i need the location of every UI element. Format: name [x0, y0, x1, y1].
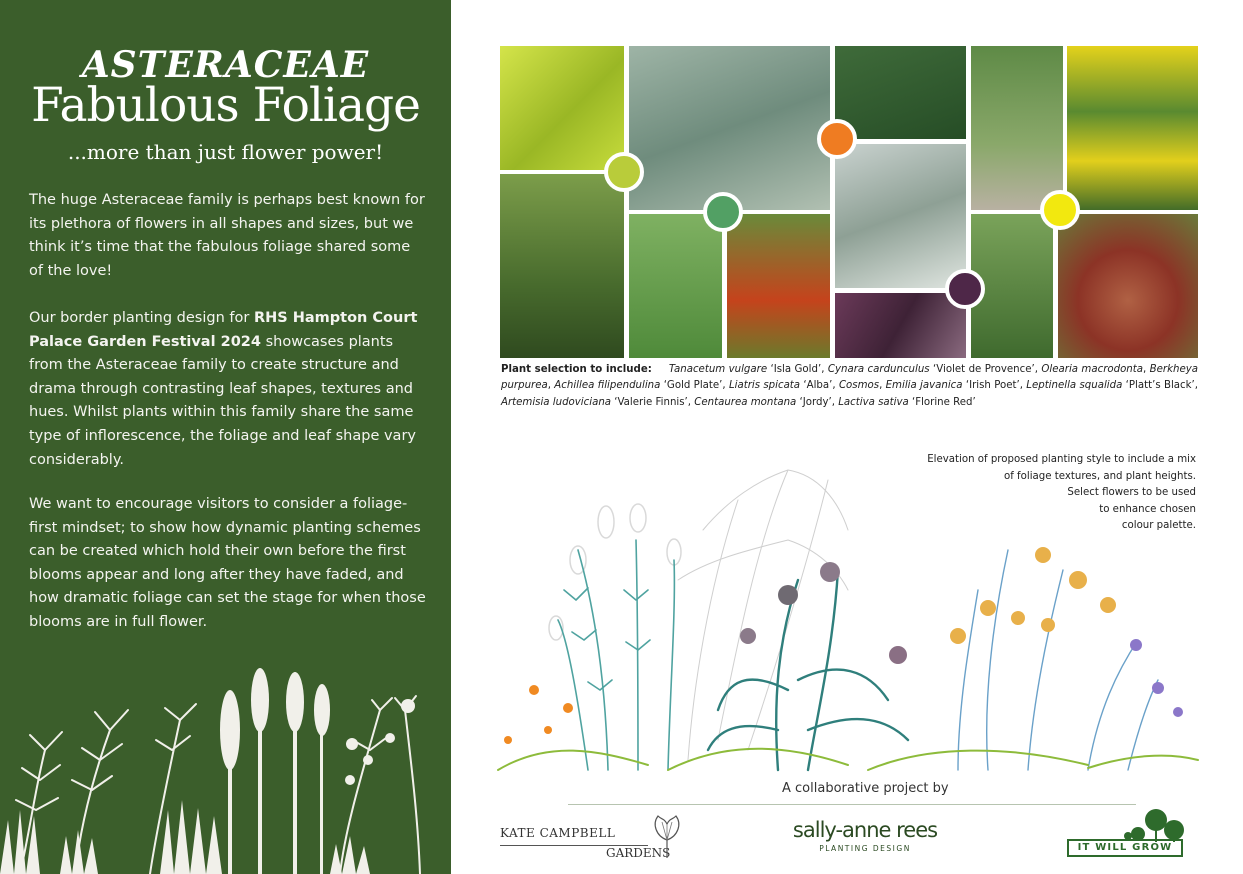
tagline: ...more than just flower power! [67, 140, 384, 164]
elevation-note: Elevation of proposed planting style to include a mix of foliage textures, and plant heights. Select flowers to be used to enhance chosen colour palette. [927, 454, 1196, 531]
it-will-grow-wordmark: IT WILL GROW [1067, 839, 1183, 857]
palette-dot-plum [945, 269, 985, 309]
palette-dot-green [703, 192, 743, 232]
festival-name: RHS Hampton Court Palace Garden Festival 2024 [29, 310, 418, 350]
palette-dot-yellow [1040, 190, 1080, 230]
photo-lactuca [1058, 214, 1198, 358]
plant-photo-collage [500, 46, 1198, 358]
intro-paragraph-1: The huge Asteraceae family is perhaps best known for its plethora of flowers in all shapes and sizes, but we think it’s time that the fabulous foliage shared some of the love! [29, 192, 425, 279]
plant-list-label: Plant selection to include: [501, 364, 652, 375]
title-family: ASTERACEAE [81, 44, 370, 86]
collaboration-caption: A collaborative project by [782, 781, 949, 796]
title-main: Fabulous Foliage [31, 78, 420, 133]
photo-cynara [629, 46, 830, 210]
photo-centaurea [971, 46, 1063, 210]
palette-dot-orange [817, 119, 857, 159]
photo-achillea [1067, 46, 1198, 210]
intro-panel [0, 0, 451, 874]
photo-liatris [500, 174, 624, 358]
photo-tanacetum [500, 46, 624, 170]
photo-berkheya [835, 46, 966, 139]
intro-paragraph-2: Our border planting design for RHS Hampton Court Palace Garden Festival 2024 showcases plants from the Asteraceae family to create structure and drama through contrasting leaf shapes, textures and hues. Whilst plants within this family share the same type of inflorescence, the foliage and leaf shape vary considerably. [29, 310, 418, 468]
sally-anne-rees-logo: sally-anne rees PLANTING DESIGN [792, 818, 938, 853]
it-will-grow-logo [1066, 806, 1200, 858]
tree-cluster-icon [1122, 806, 1200, 842]
palette-dot-lime [604, 152, 644, 192]
plant-silhouette-illustration [0, 640, 451, 874]
photo-artemisia [835, 144, 966, 288]
footer-divider [568, 804, 1136, 805]
plant-selection-list: Plant selection to include: Tanacetum vulgare ‘Isla Gold’, Cynara cardunculus ‘Violet de Provence’, Olearia macrodonta, Berkheya purpurea, Achillea filipendulina ‘Gold Plate’, Liatris spicata ‘Alba’, Cosmos, Emilia javanica ‘Irish Poet’, Leptinella squalida ‘Platt’s Black’, Artemisia ludoviciana ‘Valerie Finnis’, Centaurea montana ‘Jordy’, Lactiva sativa ‘Florine Red’ [501, 364, 1199, 408]
photo-leptinella [835, 293, 966, 358]
ginkgo-leaf-icon [650, 814, 684, 860]
photo-cosmos-foliage [629, 214, 722, 358]
photo-emilia [727, 214, 830, 358]
intro-paragraph-3: We want to encourage visitors to consider a foliage-first mindset; to show how dynamic planting schemes can be created which hold their own before the first blooms appear and long after they have faded, and how dramatic foliage can set the stage for when those blooms are in full flower. [29, 496, 426, 630]
kate-campbell-gardens-logo: KATE CAMPBELL GARDENS [500, 814, 685, 862]
